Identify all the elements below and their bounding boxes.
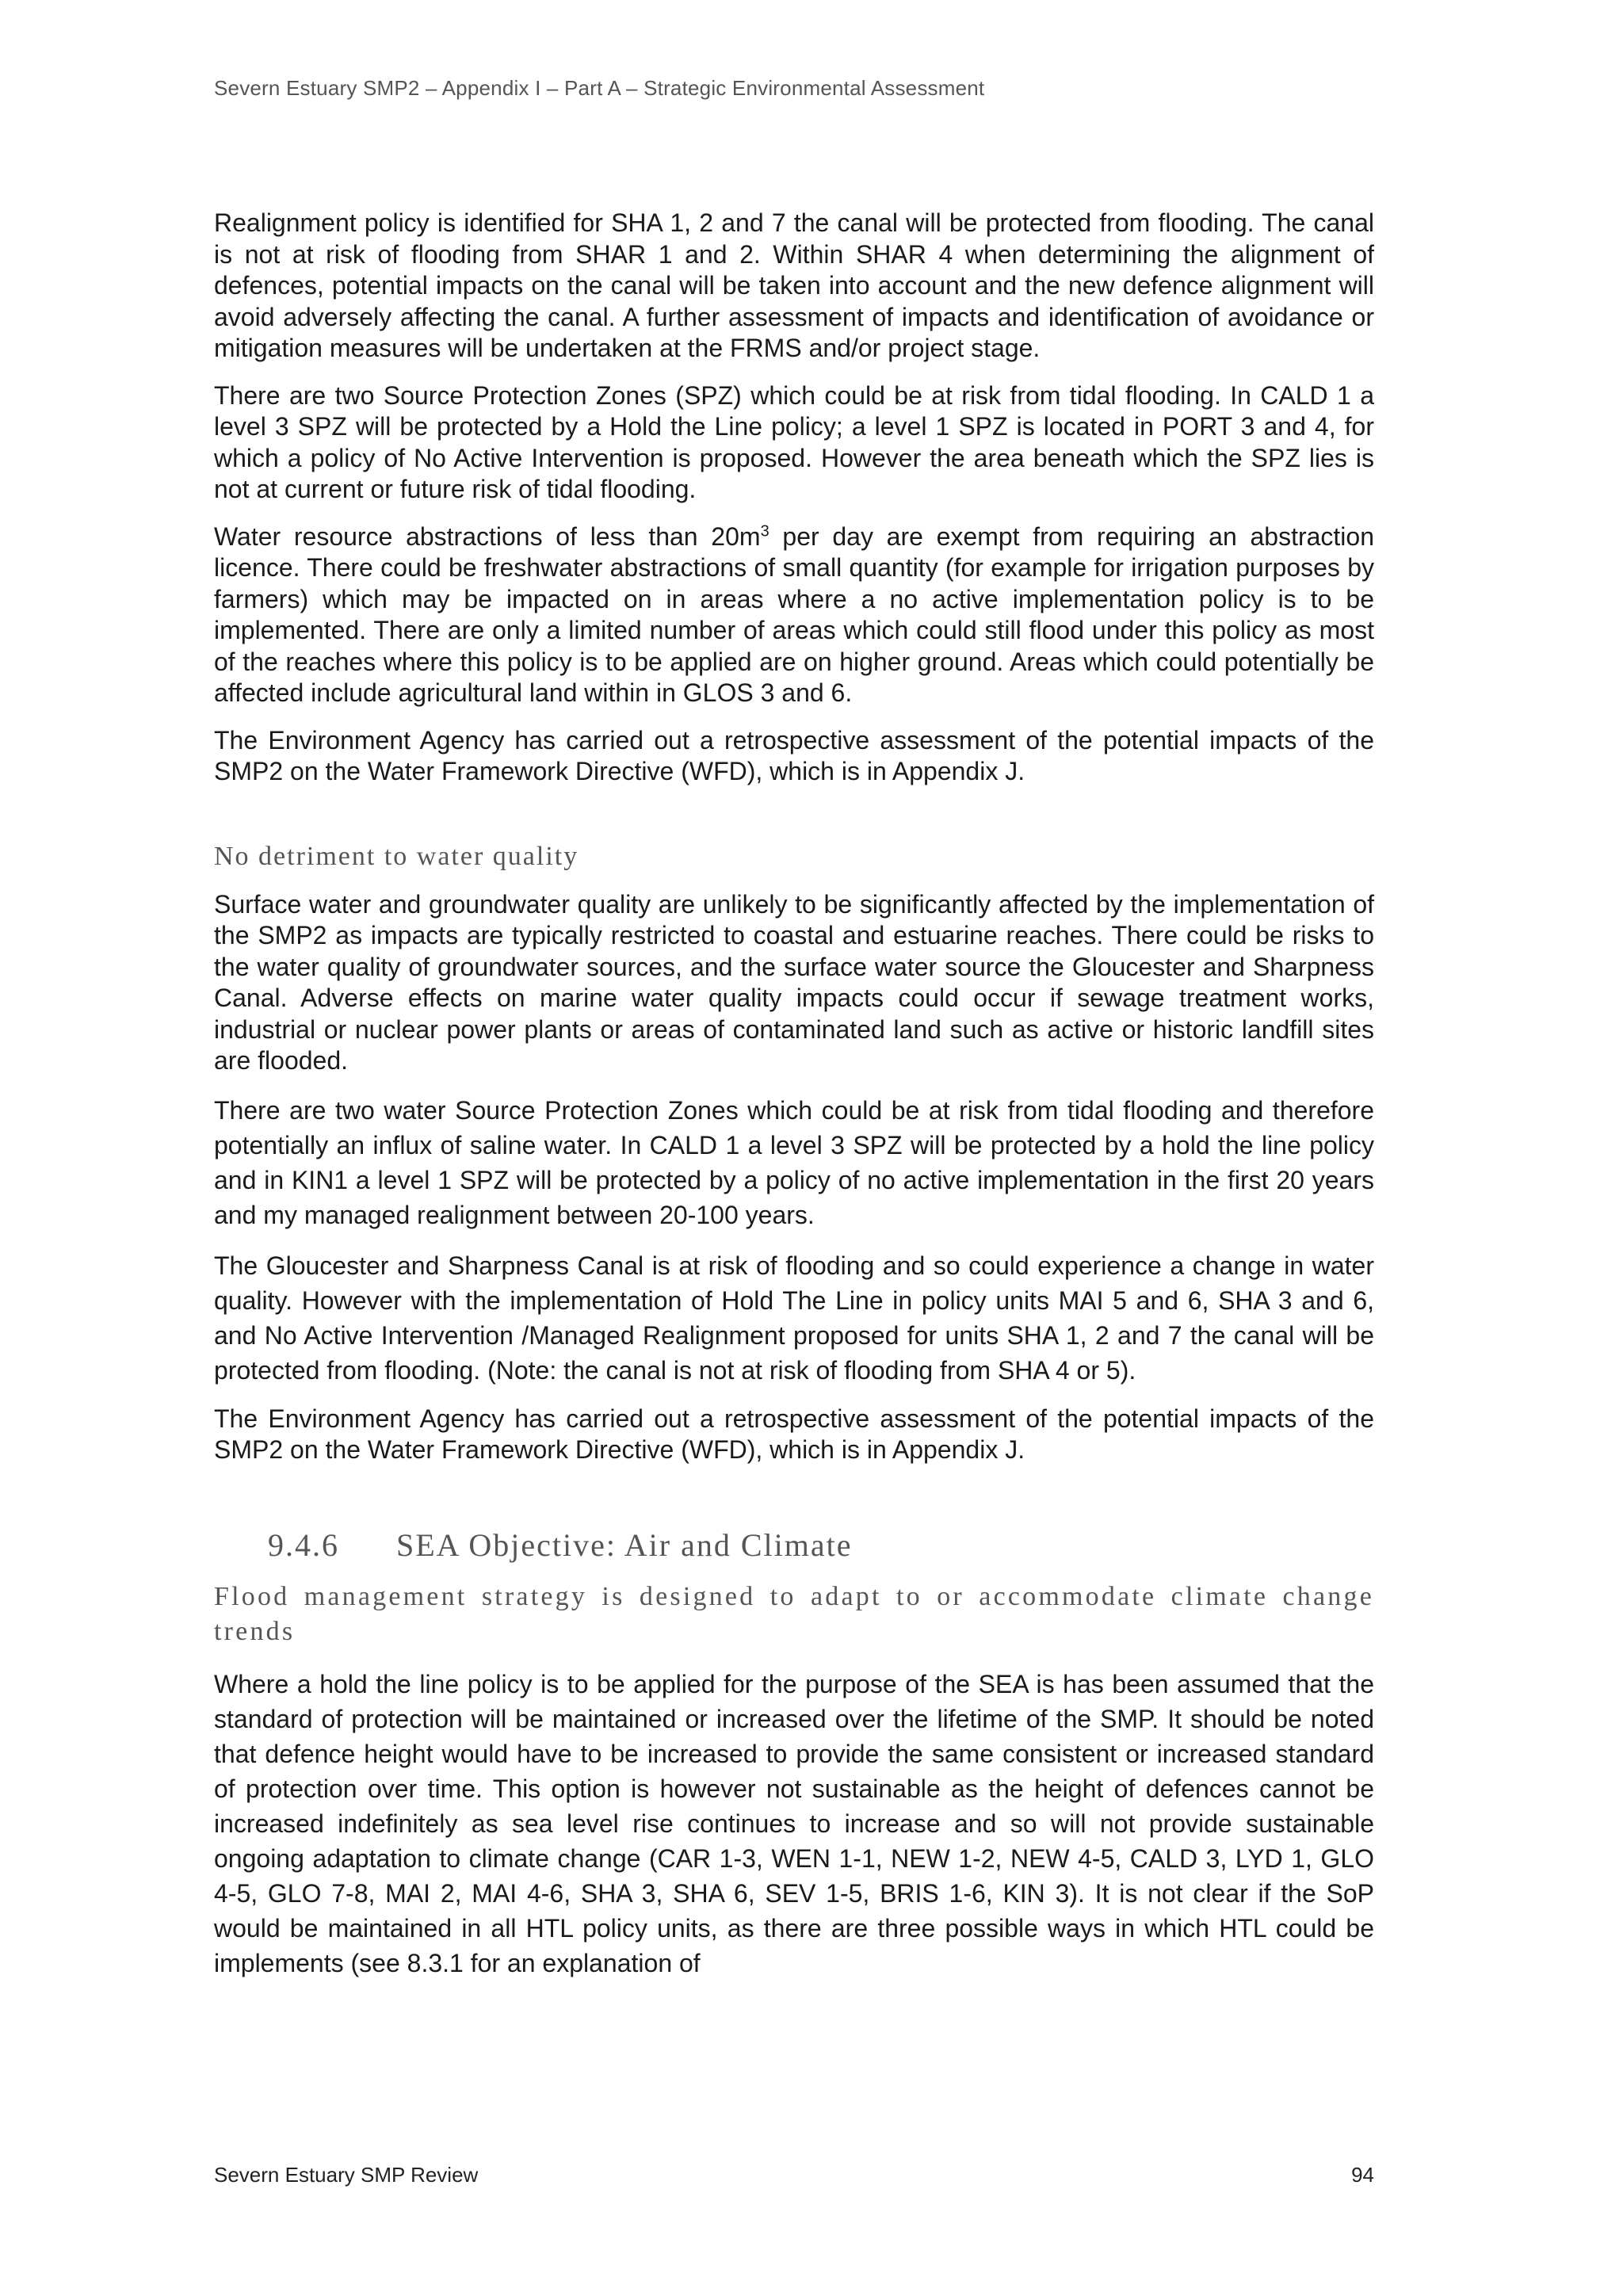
section-heading	[268, 1526, 1374, 1564]
paragraph-wfd-assessment-2: The Environment Agency has carried out a retrospective assessment of the potential impacts of the SMP2 on the Water Framework Directive (WFD), which is in Appendix J.	[214, 1404, 1374, 1464]
paragraph-hold-the-line: Where a hold the line policy is to be applied for the purpose of the SEA is has been assumed that the standard of protection will be maintained or increased over the lifetime of the SMP. It should be noted that defence height would have to be increased to provide the same consistent or increased standard of protection over time. This option is however not sustainable as the height of defences cannot be increased indefinitely as sea level rise continues to increase and so will not provide sustainable ongoing adaptation to climate change (CAR 1-3, WEN 1-1, NEW 1-2, NEW 4-5, CALD 3, LYD 1, GLO 4-5, GLO 7-8, MAI 2, MAI 4-6, SHA 3, SHA 6, SEV 1-5, BRIS 1-6, KIN 3). It is not clear if the SoP would be maintained in all HTL policy units, as there are three possible ways in which HTL could be implements (see 8.3.1 for an explanation of	[214, 1669, 1374, 1977]
paragraph-canal-realignment: Realignment policy is identified for SHA 1, 2 and 7 the canal will be protected from flooding. The canal is not at risk of flooding from SHAR 1 and 2. Within SHAR 4 when determining the alignment of defences, potential impacts on the canal will be taken into account and the new defence alignment will avoid adversely affecting the canal. A further assessment of impacts and identification of avoidance or mitigation measures will be undertaken at the FRMS and/or project stage.	[214, 208, 1374, 362]
subheading-climate-adaptation: Flood management strategy is designed to adapt to or accommodate climate change trends	[214, 1581, 1374, 1646]
abstractions-text-start: Water resource abstractions of less than 20m	[214, 521, 761, 551]
section-title: SEA Objective: Air and Climate	[396, 1526, 853, 1563]
subheading-water-quality: No detriment to water quality	[214, 841, 579, 871]
footer-title: Severn Estuary SMP Review	[214, 2163, 479, 2187]
page-footer	[214, 2163, 1374, 2187]
paragraph-wfd-assessment: The Environment Agency has carried out a retrospective assessment of the potential impacts of the SMP2 on the Water Framework Directive (WFD), which is in Appendix J.	[214, 725, 1374, 785]
abstractions-text-end: per day are exempt from requiring an abstraction licence. There could be freshwater abstractions of small quantity (for example for irrigation purposes by farmers) which may be impacted on in areas where a no active implementation policy is to be implemented. There are only a limited number of areas which could still flood under this policy as most of the reaches where this policy is to be applied are on higher ground. Areas which could potentially be affected include agricultural land within in GLOS 3 and 6.	[214, 521, 1375, 707]
superscript-cubed: 3	[760, 521, 769, 540]
document-body	[214, 208, 1374, 1996]
page-number: 94	[1351, 2163, 1374, 2187]
running-header: Severn Estuary SMP2 – Appendix I – Part A – Strategic Environmental Assessment	[214, 76, 985, 100]
paragraph-canal-water-quality: The Gloucester and Sharpness Canal is at risk of flooding and so could experience a change in water quality. However with the implementation of Hold The Line in policy units MAI 5 and 6, SHA 3 and 6, and No Active Intervention /Managed Realignment proposed for units SHA 1, 2 and 7 the canal will be protected from flooding. (Note: the canal is not at risk of flooding from SHA 4 or 5).	[214, 1251, 1374, 1385]
paragraph-saline-influx: There are two water Source Protection Zones which could be at risk from tidal flooding and therefore potentially an influx of saline water. In CALD 1 a level 3 SPZ will be protected by a hold the line policy and in KIN1 a level 1 SPZ will be protected by a policy of no active implementation in the first 20 years and my managed realignment between 20-100 years.	[214, 1095, 1374, 1229]
section-number: 9.4.6	[268, 1526, 339, 1563]
paragraph-surface-groundwater: Surface water and groundwater quality are unlikely to be significantly affected by the implementation of the SMP2 as impacts are typically restricted to coastal and estuarine reaches. There could be risks to the water quality of groundwater sources, and the surface water source the Gloucester and Sharpness Canal. Adverse effects on marine water quality impacts could occur if sewage treatment works, industrial or nuclear power plants or areas of contaminated land such as active or historic landfill sites are flooded.	[214, 889, 1374, 1075]
paragraph-source-protection-zones: There are two Source Protection Zones (SPZ) which could be at risk from tidal flooding. In CALD 1 a level 3 SPZ will be protected by a Hold the Line policy; a level 1 SPZ is located in PORT 3 and 4, for which a policy of No Active Intervention is proposed. However the area beneath which the SPZ lies is not at current or future risk of tidal flooding.	[214, 380, 1374, 503]
paragraph-water-abstractions	[214, 521, 1374, 709]
